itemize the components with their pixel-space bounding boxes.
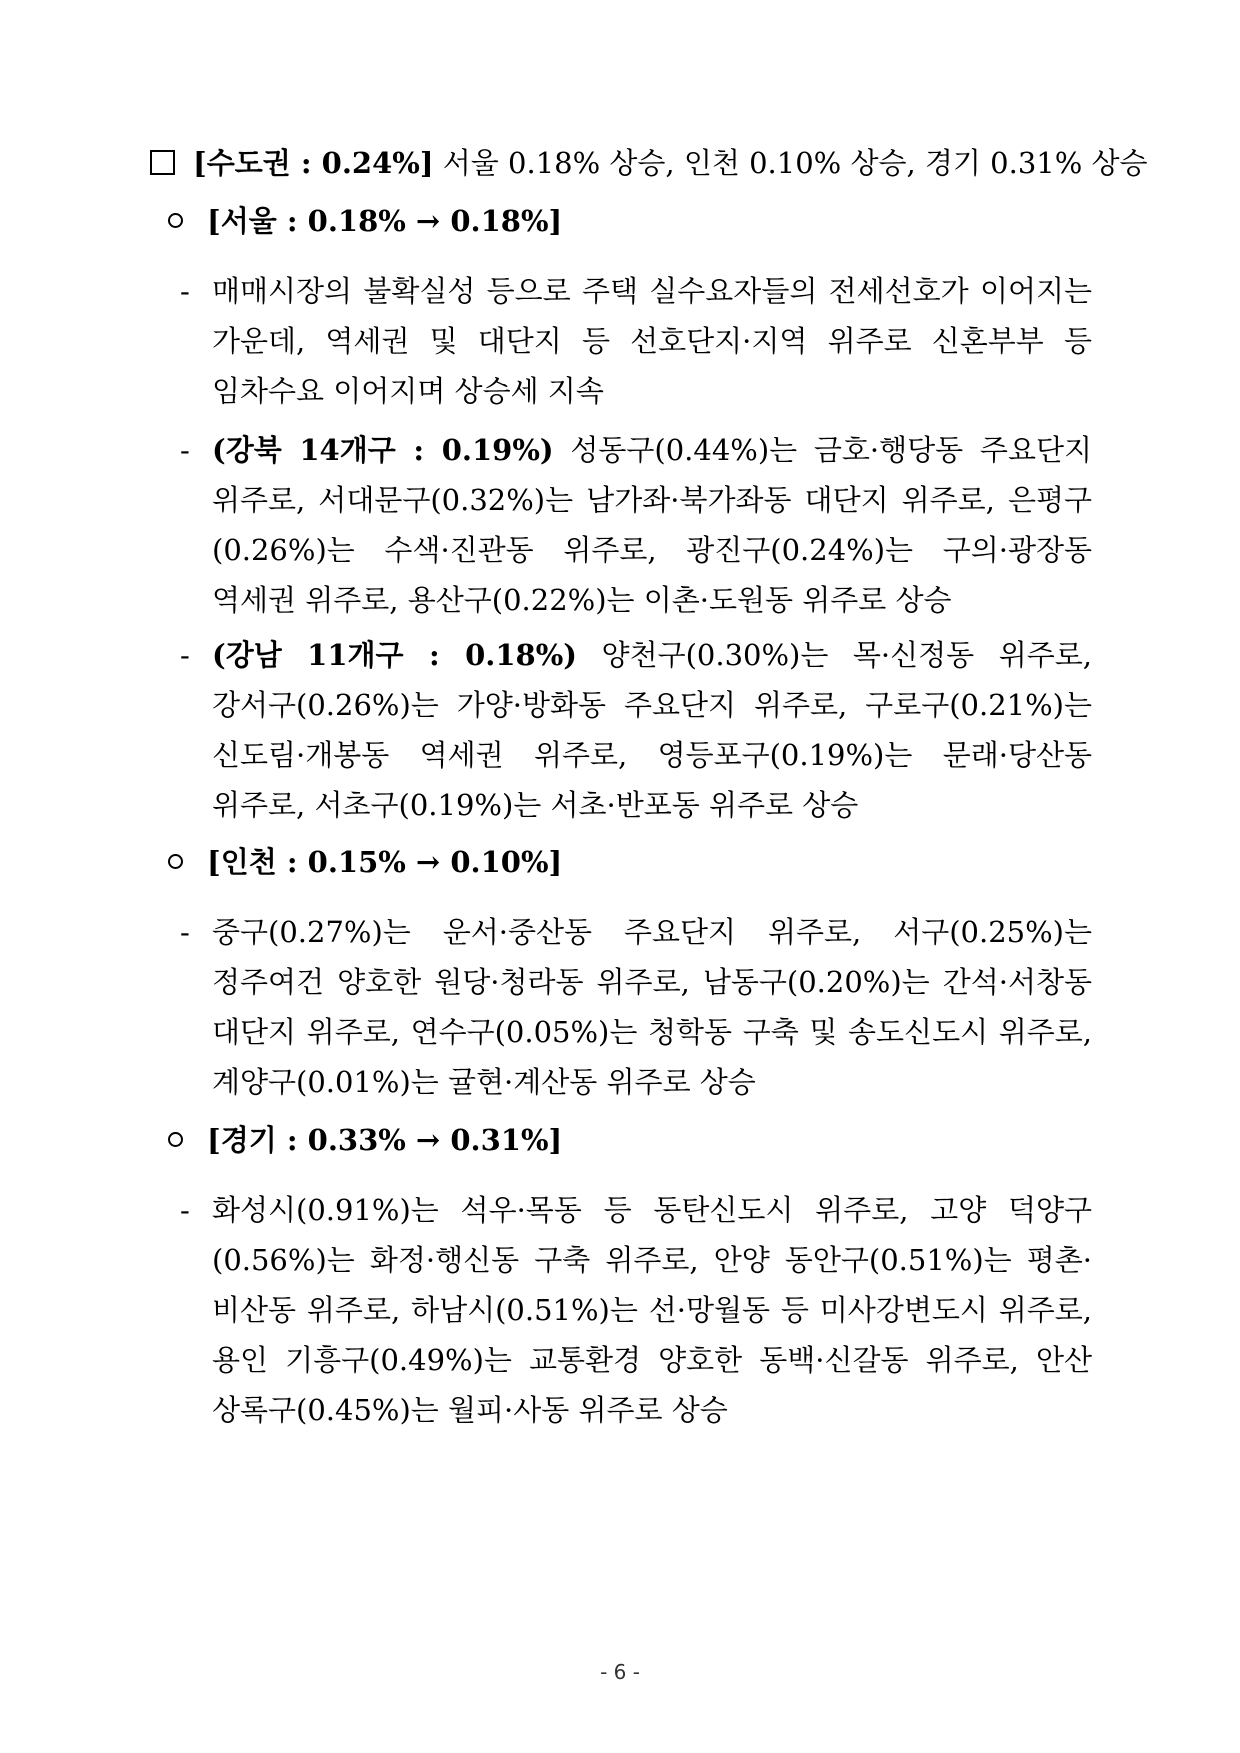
gyeonggi-item-text: 화성시(0.91%)는 석우·목동 등 동탄신도시 위주로, 고양 덕양구(0.56%)는 화정·행신동 구축 위주로, 안양 동안구(0.51%)는 평촌·비산동 위주로, 하남시(0.51%)는 선·망월동 등 미사강변도시 위주로, 용인 기흥구(0.49%)는 교통환경 양호한 동백·신갈동 위주로, 안산 상록구(0.45%)는 월피·사동 위주로 상승 [212,1193,1092,1427]
gangbuk-lead: (강북 14개구 : 0.19%) [212,433,554,467]
incheon-item-text: 중구(0.27%)는 운서·중산동 주요단지 위주로, 서구(0.25%)는 정주여건 양호한 원당·청라동 위주로, 남동구(0.20%)는 간석·서창동 대단지 위주로, 연수구(0.05%)는 청학동 구축 및 송도신도시 위주로, 계양구(0.01%)는 귤현·계산동 위주로 상승 [212,915,1092,1099]
dash-bullet: - [180,915,190,949]
circle-bullet-icon [168,1132,183,1147]
dash-bullet: - [180,433,190,467]
incheon-heading [168,840,562,884]
seoul-heading [168,199,562,243]
metro-summary-label: [수도권 : 0.24%] [193,146,434,180]
seoul-item-gangnam [180,630,1092,830]
checkbox-icon [150,150,175,175]
gangnam-body: 양천구(0.30%)는 목·신정동 위주로, 강서구(0.26%)는 가양·방화동 주요단지 위주로, 구로구(0.21%)는 신도림·개봉동 역세권 위주로, 영등포구(0.19%)는 문래·당산동 위주로, 서초구(0.19%)는 서초·반포동 위주로 상승 [212,638,1092,822]
gangnam-lead: (강남 11개구 : 0.18%) [212,638,578,672]
seoul-item-general-text: 매매시장의 불확실성 등으로 주택 실수요자들의 전세선호가 이어지는 가운데, 역세권 및 대단지 등 선호단지·지역 위주로 신혼부부 등 임차수요 이어지며 상승세 지속 [212,274,1092,408]
incheon-heading-text: [인천 : 0.15% → 0.10%] [207,845,563,879]
dash-bullet: - [180,638,190,672]
gyeonggi-heading [168,1118,562,1162]
seoul-item-gangbuk-text [212,425,1092,625]
incheon-item [180,907,1092,1107]
circle-bullet-icon [168,213,183,228]
seoul-item-gangnam-text [212,630,1092,830]
seoul-heading-text: [서울 : 0.18% → 0.18%] [207,204,563,238]
dash-bullet: - [180,1193,190,1227]
circle-bullet-icon [168,854,183,869]
seoul-item-gangbuk [180,425,1092,625]
metro-summary [150,141,1148,185]
page-number: - 6 - [600,1660,640,1684]
seoul-item-general [180,266,1092,416]
dash-bullet: - [180,274,190,308]
metro-summary-text: 서울 0.18% 상승, 인천 0.10% 상승, 경기 0.31% 상승 [433,146,1148,180]
gangbuk-body: 성동구(0.44%)는 금호·행당동 주요단지 위주로, 서대문구(0.32%)는 남가좌·북가좌동 대단지 위주로, 은평구(0.26%)는 수색·진관동 위주로, 광진구(0.24%)는 구의·광장동 역세권 위주로, 용산구(0.22%)는 이촌·도원동 위주로 상승 [212,433,1092,617]
gyeonggi-item [180,1185,1092,1435]
gyeonggi-heading-text: [경기 : 0.33% → 0.31%] [207,1123,563,1157]
